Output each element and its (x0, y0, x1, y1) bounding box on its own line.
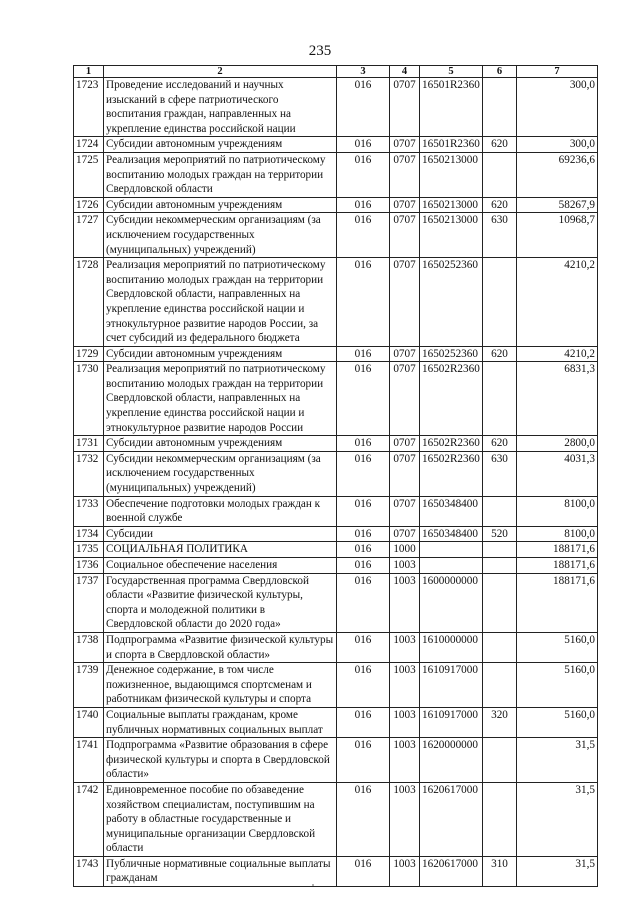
table-row (74, 346, 598, 362)
table-row (74, 197, 598, 213)
row-vr (483, 632, 517, 662)
table-row (74, 436, 598, 452)
row-razdel: 0707 (390, 137, 420, 153)
row-number: 1727 (74, 213, 104, 258)
row-name: Субсидии некоммерческим организациям (за исключением государственных (муниципальных) учреждений) (104, 213, 337, 258)
row-razdel: 0707 (390, 346, 420, 362)
table-row (74, 451, 598, 496)
table-row (74, 542, 598, 558)
header-cell-2: 2 (104, 66, 337, 78)
row-csr: 1620617000 (420, 856, 483, 886)
row-vr: 520 (483, 526, 517, 542)
row-vr (483, 78, 517, 137)
row-vr (483, 258, 517, 347)
row-razdel: 1003 (390, 558, 420, 574)
table-row (74, 152, 598, 197)
row-amount: 69236,6 (517, 152, 598, 197)
row-amount: 2800,0 (517, 436, 598, 452)
row-name: Государственная программа Свердловской области «Развитие физической культуры, спорта и молодежной политики в Свердловской области до 2020 года» (104, 573, 337, 632)
row-csr: 1650348400 (420, 496, 483, 526)
table-row (74, 496, 598, 526)
row-ved: 016 (337, 152, 390, 197)
row-amount: 6831,3 (517, 362, 598, 436)
header-cell-3: 3 (337, 66, 390, 78)
table-row (74, 573, 598, 632)
row-name: Субсидии автономным учреждениям (104, 197, 337, 213)
header-cell-5: 5 (420, 66, 483, 78)
table-row (74, 258, 598, 347)
header-cell-4: 4 (390, 66, 420, 78)
row-number: 1740 (74, 707, 104, 737)
row-amount: 300,0 (517, 78, 598, 137)
row-amount: 10968,7 (517, 213, 598, 258)
row-vr: 310 (483, 856, 517, 886)
row-amount: 300,0 (517, 137, 598, 153)
row-vr (483, 663, 517, 708)
row-number: 1742 (74, 782, 104, 856)
row-name: СОЦИАЛЬНАЯ ПОЛИТИКА (104, 542, 337, 558)
row-ved: 016 (337, 197, 390, 213)
row-csr: 1620000000 (420, 738, 483, 783)
row-razdel: 1003 (390, 738, 420, 783)
table-body (74, 78, 598, 887)
row-number: 1724 (74, 137, 104, 153)
row-amount: 188171,6 (517, 573, 598, 632)
row-razdel: 1003 (390, 573, 420, 632)
row-name: Подпрограмма «Развитие образования в сфере физической культуры и спорта в Свердловской области» (104, 738, 337, 783)
row-amount: 5160,0 (517, 632, 598, 662)
table-row (74, 526, 598, 542)
table-row (74, 78, 598, 137)
row-razdel: 0707 (390, 197, 420, 213)
table-row (74, 213, 598, 258)
row-number: 1732 (74, 451, 104, 496)
row-ved: 016 (337, 496, 390, 526)
row-csr: 16502R2360 (420, 436, 483, 452)
row-vr (483, 152, 517, 197)
row-vr (483, 542, 517, 558)
row-number: 1735 (74, 542, 104, 558)
header-cell-1: 1 (74, 66, 104, 78)
row-name: Единовременное пособие по обзаведение хозяйством специалистам, поступившим на работу в областные государственные и муниципальные организации Свердловской области (104, 782, 337, 856)
row-ved: 016 (337, 632, 390, 662)
row-razdel: 0707 (390, 526, 420, 542)
row-razdel: 0707 (390, 362, 420, 436)
table-row (74, 782, 598, 856)
row-amount: 188171,6 (517, 542, 598, 558)
row-number: 1723 (74, 78, 104, 137)
row-ved: 016 (337, 451, 390, 496)
row-razdel: 0707 (390, 78, 420, 137)
row-number: 1731 (74, 436, 104, 452)
scan-speck (312, 884, 314, 886)
table-row (74, 856, 598, 886)
row-number: 1738 (74, 632, 104, 662)
row-razdel: 1000 (390, 542, 420, 558)
header-cell-7: 7 (517, 66, 598, 78)
row-amount: 8100,0 (517, 496, 598, 526)
row-name: Реализация мероприятий по патриотическому воспитанию молодых граждан на территории Свердловской области (104, 152, 337, 197)
table-row (74, 137, 598, 153)
row-ved: 016 (337, 213, 390, 258)
row-razdel: 1003 (390, 632, 420, 662)
row-csr (420, 542, 483, 558)
row-csr: 16501R2360 (420, 137, 483, 153)
row-razdel: 0707 (390, 258, 420, 347)
row-ved: 016 (337, 78, 390, 137)
row-csr: 16502R2360 (420, 362, 483, 436)
row-csr: 16501R2360 (420, 78, 483, 137)
row-amount: 5160,0 (517, 663, 598, 708)
row-vr (483, 782, 517, 856)
row-amount: 4210,2 (517, 258, 598, 347)
page-number: 235 (308, 43, 332, 59)
row-number: 1730 (74, 362, 104, 436)
row-name: Субсидии некоммерческим организациям (за исключением государственных (муниципальных) учреждений) (104, 451, 337, 496)
row-name: Субсидии (104, 526, 337, 542)
row-amount: 58267,9 (517, 197, 598, 213)
row-number: 1743 (74, 856, 104, 886)
row-amount: 31,5 (517, 856, 598, 886)
row-csr: 1610917000 (420, 707, 483, 737)
row-amount: 188171,6 (517, 558, 598, 574)
row-razdel: 1003 (390, 707, 420, 737)
row-number: 1728 (74, 258, 104, 347)
table-row (74, 663, 598, 708)
table-row (74, 558, 598, 574)
row-name: Подпрограмма «Развитие физической культуры и спорта в Свердловской области» (104, 632, 337, 662)
row-csr: 1650348400 (420, 526, 483, 542)
row-ved: 016 (337, 738, 390, 783)
row-csr: 1650213000 (420, 213, 483, 258)
row-razdel: 0707 (390, 152, 420, 197)
row-razdel: 0707 (390, 496, 420, 526)
row-vr: 320 (483, 707, 517, 737)
row-name: Субсидии автономным учреждениям (104, 436, 337, 452)
row-amount: 5160,0 (517, 707, 598, 737)
row-ved: 016 (337, 856, 390, 886)
row-csr: 1610000000 (420, 632, 483, 662)
row-vr (483, 496, 517, 526)
row-name: Субсидии автономным учреждениям (104, 137, 337, 153)
row-razdel: 1003 (390, 856, 420, 886)
row-name: Проведение исследований и научных изысканий в сфере патриотического воспитания граждан, направленных на укрепление единства российской нации (104, 78, 337, 137)
row-number: 1733 (74, 496, 104, 526)
row-ved: 016 (337, 542, 390, 558)
header-cell-6: 6 (483, 66, 517, 78)
row-ved: 016 (337, 573, 390, 632)
table-row (74, 707, 598, 737)
row-ved: 016 (337, 558, 390, 574)
row-csr: 1650213000 (420, 197, 483, 213)
row-ved: 016 (337, 782, 390, 856)
row-ved: 016 (337, 526, 390, 542)
row-csr: 1650252360 (420, 346, 483, 362)
row-razdel: 1003 (390, 663, 420, 708)
row-name: Реализация мероприятий по патриотическому воспитанию молодых граждан на территории Свердловской области, направленных на укрепление единства российской нации и этнокультурное развитие народов России, за счет субсидий из федерального бюджета (104, 258, 337, 347)
row-number: 1736 (74, 558, 104, 574)
row-csr: 1650213000 (420, 152, 483, 197)
row-ved: 016 (337, 346, 390, 362)
row-amount: 31,5 (517, 782, 598, 856)
row-number: 1734 (74, 526, 104, 542)
row-vr: 630 (483, 213, 517, 258)
table-row (74, 362, 598, 436)
row-name: Денежное содержание, в том числе пожизненное, выдающимся спортсменам и работникам физической культуры и спорта (104, 663, 337, 708)
row-razdel: 0707 (390, 451, 420, 496)
row-number: 1737 (74, 573, 104, 632)
row-vr (483, 558, 517, 574)
row-ved: 016 (337, 137, 390, 153)
row-name: Обеспечение подготовки молодых граждан к военной службе (104, 496, 337, 526)
row-vr: 620 (483, 346, 517, 362)
table-row (74, 632, 598, 662)
row-csr: 1620617000 (420, 782, 483, 856)
row-ved: 016 (337, 436, 390, 452)
row-number: 1741 (74, 738, 104, 783)
row-number: 1726 (74, 197, 104, 213)
row-csr: 16502R2360 (420, 451, 483, 496)
row-ved: 016 (337, 707, 390, 737)
row-vr: 620 (483, 436, 517, 452)
row-vr: 620 (483, 197, 517, 213)
row-razdel: 0707 (390, 213, 420, 258)
header-row (74, 66, 598, 78)
row-number: 1739 (74, 663, 104, 708)
row-csr: 1650252360 (420, 258, 483, 347)
row-vr: 630 (483, 451, 517, 496)
row-name: Социальные выплаты гражданам, кроме публичных нормативных социальных выплат (104, 707, 337, 737)
table-row (74, 738, 598, 783)
row-razdel: 0707 (390, 436, 420, 452)
row-number: 1725 (74, 152, 104, 197)
row-ved: 016 (337, 362, 390, 436)
row-name: Реализация мероприятий по патриотическому воспитанию молодых граждан на территории Свердловской области, направленных на укрепление единства российской нации и этнокультурное развитие народов России (104, 362, 337, 436)
row-name: Социальное обеспечение населения (104, 558, 337, 574)
row-csr (420, 558, 483, 574)
row-amount: 4210,2 (517, 346, 598, 362)
row-vr (483, 573, 517, 632)
row-vr (483, 738, 517, 783)
budget-table (73, 65, 598, 887)
row-amount: 4031,3 (517, 451, 598, 496)
row-ved: 016 (337, 663, 390, 708)
row-vr: 620 (483, 137, 517, 153)
row-csr: 1600000000 (420, 573, 483, 632)
row-ved: 016 (337, 258, 390, 347)
row-vr (483, 362, 517, 436)
row-amount: 31,5 (517, 738, 598, 783)
row-name: Субсидии автономным учреждениям (104, 346, 337, 362)
row-csr: 1610917000 (420, 663, 483, 708)
row-number: 1729 (74, 346, 104, 362)
row-razdel: 1003 (390, 782, 420, 856)
row-name: Публичные нормативные социальные выплаты гражданам (104, 856, 337, 886)
row-amount: 8100,0 (517, 526, 598, 542)
